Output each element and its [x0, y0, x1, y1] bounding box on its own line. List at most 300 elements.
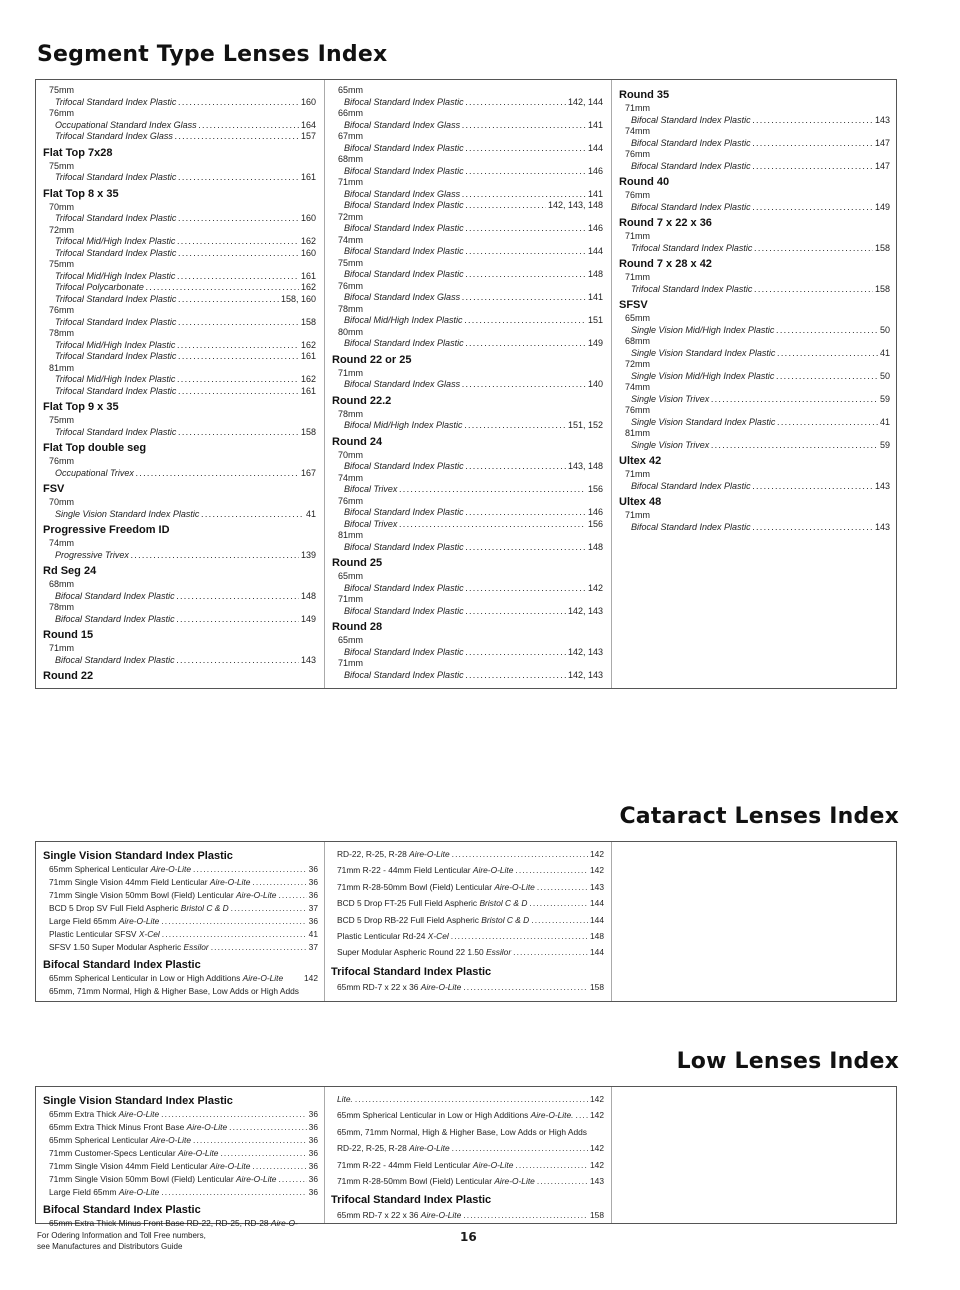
entry-label: Trifocal Mid/High Index Plastic: [55, 236, 176, 246]
index-heading: Ultex 42: [619, 455, 662, 467]
dot-leader: [199, 120, 299, 132]
page-reference: 59: [879, 439, 890, 450]
page-reference: 157: [300, 131, 316, 141]
dot-leader: [178, 351, 299, 363]
entry-label: Trifocal Mid/High Index Plastic: [55, 270, 176, 281]
entry-description: RD-22, R-25, R-28: [337, 849, 410, 859]
dot-leader: [515, 1157, 588, 1173]
page-reference: 59: [879, 393, 890, 404]
page-reference: 143, 148: [567, 461, 603, 471]
page-reference: 36: [308, 877, 318, 887]
dot-leader: [278, 1173, 306, 1186]
dot-leader: [753, 138, 873, 150]
page-reference: 143: [874, 114, 890, 125]
index-entry: [332, 647, 603, 659]
dot-leader: [466, 606, 566, 618]
page-reference: 142: [590, 1159, 604, 1170]
entry-description: 65mm Spherical Lenticular: [49, 864, 151, 874]
brand-name: Bristol C & D: [479, 898, 528, 909]
dot-leader: [178, 172, 299, 184]
page-reference: 41: [879, 416, 890, 427]
index-entry: [331, 912, 604, 928]
entry-description: 65mm Extra Thick Minus Front Base RD-22, RD-25, RD-28: [49, 1218, 271, 1228]
page-reference: 158: [300, 316, 316, 327]
brand-name: Aire-O-Lite: [472, 1159, 514, 1170]
index-entry: [43, 655, 316, 667]
entry-description: 71mm Single Vision 50mm Bowl (Field) Lenticular: [49, 1174, 236, 1184]
brand-name: Aire-O-Lite: [494, 1176, 535, 1187]
entry-label: [49, 1108, 159, 1121]
dot-leader: [777, 417, 878, 429]
entry-label: Trifocal Standard Index Plastic: [55, 351, 177, 361]
dot-leader: [177, 614, 299, 626]
low-index-column-2: [324, 1087, 604, 1223]
index-heading: Bifocal Standard Index Plastic: [43, 1204, 201, 1216]
dot-leader: [178, 97, 299, 109]
entry-label: Single Vision Trivex: [631, 439, 710, 450]
entry-label: Trifocal Mid/High Index Plastic: [55, 374, 176, 384]
page-reference: 161: [300, 172, 316, 182]
ordering-info-line-1: For Odering Information and Toll Free numbers,: [37, 1231, 206, 1240]
page-reference: 149: [587, 338, 603, 348]
dot-leader: [231, 902, 307, 915]
entry-label: Trifocal Standard Index Plastic: [55, 247, 177, 258]
dot-leader: [178, 317, 299, 329]
entry-label: Occupational Trivex: [55, 467, 134, 478]
brand-name: Aire-O-Lite: [118, 916, 160, 926]
dot-leader: [537, 1173, 588, 1189]
cataract-index-box: [35, 841, 897, 1002]
lens-size: 81mm: [625, 428, 651, 438]
index-entry: [619, 115, 890, 127]
dot-leader: [466, 338, 586, 350]
entry-description: 71mm Single Vision 50mm Bowl (Field) Lenticular: [49, 890, 236, 900]
lens-size: 76mm: [49, 456, 75, 466]
entry-label: Trifocal Standard Index Plastic: [55, 172, 177, 182]
dot-leader: [452, 1140, 588, 1156]
page-reference: 142, 143, 148: [547, 200, 603, 210]
lens-size: 66mm: [338, 108, 364, 118]
page-reference: 41: [308, 929, 318, 939]
index-entry: [332, 143, 603, 155]
page-reference: 141: [587, 188, 603, 199]
page-reference: 156: [587, 518, 603, 529]
index-heading: Round 22 or 25: [332, 353, 412, 366]
dot-leader: [776, 325, 878, 337]
index-entry: [43, 972, 318, 985]
page-reference: 158: [874, 242, 890, 253]
lens-size: 71mm: [49, 643, 75, 653]
dot-leader: [146, 282, 299, 294]
page-reference: 160: [300, 213, 316, 223]
lens-size: 72mm: [625, 359, 651, 369]
entry-label: [337, 862, 513, 878]
entry-label: Bifocal Standard Index Plastic: [344, 165, 464, 176]
entry-description: 71mm R-22 - 44mm Field Lenticular: [337, 1159, 473, 1170]
page-reference: 148: [300, 590, 316, 601]
index-heading: SFSV: [619, 299, 648, 311]
brand-name: Aire-O-Lite: [409, 849, 450, 859]
cataract-index-column-3: [611, 842, 891, 1001]
index-entry: [43, 131, 316, 143]
brand-name: Aire-O-Lite: [242, 973, 284, 983]
page-reference: 162: [300, 282, 316, 292]
index-entry: [331, 862, 604, 878]
lens-size: 68mm: [49, 579, 75, 589]
segment-index-column-1: [43, 85, 316, 688]
index-entry: [332, 200, 603, 212]
page-reference: 144: [590, 947, 604, 958]
lens-size: 78mm: [49, 602, 75, 612]
index-heading: Round 22: [43, 670, 94, 682]
entry-description: SFSV 1.50 Super Modular Aspheric: [49, 942, 184, 952]
entry-label: Trifocal Polycarbonate: [55, 282, 144, 292]
brand-name: Essilor: [183, 942, 209, 952]
index-entry: [332, 484, 603, 496]
index-entry: [331, 1140, 604, 1156]
entry-label: Trifocal Standard Index Plastic: [55, 316, 177, 327]
index-entry: [43, 1160, 318, 1173]
dot-leader: [462, 292, 586, 304]
lens-size: 71mm: [625, 231, 651, 241]
entry-label: [337, 1173, 535, 1189]
index-entry: [619, 284, 890, 296]
entry-label: Single Vision Standard Index Plastic: [55, 508, 200, 519]
index-entry: [331, 1173, 604, 1189]
page-reference: 164: [300, 119, 316, 130]
index-entry: [619, 138, 890, 150]
index-entry: [619, 161, 890, 173]
entry-label: Bifocal Standard Index Plastic: [631, 480, 751, 491]
entry-label: Bifocal Standard Index Plastic: [344, 246, 464, 256]
lens-size: 72mm: [338, 211, 364, 222]
page-reference: 160: [300, 96, 316, 107]
dot-leader: [711, 440, 878, 452]
entry-description: Large Field 65mm: [49, 1187, 119, 1197]
dot-leader: [252, 1160, 306, 1173]
index-entry: [331, 1207, 604, 1223]
dot-leader: [753, 481, 873, 493]
index-entry: [619, 202, 890, 214]
dot-leader: [466, 166, 586, 178]
dot-leader: [229, 1121, 307, 1134]
index-entry: [43, 317, 316, 329]
dot-leader: [177, 271, 299, 283]
entry-label: Trifocal Standard Index Plastic: [631, 283, 753, 294]
dot-leader: [466, 200, 546, 212]
page-reference: 149: [300, 613, 316, 624]
entry-description: 65mm, 71mm Normal, High & Higher Base, Low Adds or High Adds: [49, 986, 299, 996]
entry-label: Bifocal Standard Index Plastic: [344, 605, 464, 616]
index-entry: [619, 522, 890, 534]
index-heading: Round 7 x 28 x 42: [619, 258, 712, 270]
entry-label: Progressive Trivex: [55, 549, 129, 560]
lens-size: 67mm: [338, 131, 364, 141]
page-reference: 158: [590, 981, 604, 992]
low-index-column-3: [611, 1087, 891, 1223]
index-heading: Round 28: [332, 621, 383, 633]
page-reference: 146: [587, 223, 603, 233]
page-reference: 36: [308, 1109, 318, 1119]
entry-label: [49, 928, 160, 941]
entry-label: [337, 928, 449, 944]
lens-size: 78mm: [338, 408, 364, 419]
page-reference: 140: [587, 379, 603, 389]
entry-description: 65mm Spherical Lenticular in Low or High Additions: [337, 1110, 531, 1121]
dot-leader: [513, 944, 588, 960]
dot-leader: [466, 223, 586, 235]
dot-leader: [178, 427, 299, 439]
entry-label: [49, 1160, 250, 1173]
dot-leader: [462, 379, 586, 391]
page-reference: 158: [300, 426, 316, 437]
entry-description: 65mm Extra Thick: [49, 1109, 119, 1119]
index-entry: [332, 315, 603, 327]
entry-label: [49, 1134, 191, 1147]
index-entry: [43, 550, 316, 562]
dot-leader: [177, 374, 299, 386]
dot-leader: [278, 889, 306, 902]
entry-label: Trifocal Mid/High Index Plastic: [55, 339, 176, 350]
lens-size: 78mm: [49, 328, 75, 338]
lens-size: 81mm: [338, 530, 364, 540]
index-entry: [43, 1173, 318, 1186]
dot-leader: [161, 1108, 307, 1121]
entry-label: Bifocal Mid/High Index Plastic: [344, 315, 463, 325]
lens-size: 71mm: [338, 594, 364, 604]
lens-size: 76mm: [625, 405, 651, 415]
dot-leader: [193, 863, 307, 876]
lens-size: 74mm: [625, 382, 651, 392]
index-entry: [43, 172, 316, 184]
entry-label: Single Vision Standard Index Plastic: [631, 416, 776, 427]
index-entry: [43, 213, 316, 225]
entry-label: Bifocal Standard Index Plastic: [631, 201, 751, 212]
ordering-info-line-2: see Manufactures and Distributors Guide: [37, 1242, 183, 1251]
index-entry: [332, 223, 603, 235]
index-entry: [331, 1091, 604, 1107]
entry-label: Bifocal Standard Index Glass: [344, 119, 461, 130]
entry-description: BCD 5 Drop RB-22 Full Field Aspheric: [337, 914, 482, 925]
index-entry: [43, 591, 316, 603]
low-index-column-1: [43, 1090, 318, 1228]
index-entry: [619, 371, 890, 383]
entry-label: [49, 1217, 298, 1230]
entry-label: [337, 944, 511, 960]
page-reference: 161: [300, 270, 316, 281]
entry-label: Bifocal Mid/High Index Plastic: [344, 420, 463, 430]
index-entry: [43, 876, 318, 889]
index-entry: [331, 895, 604, 911]
page-reference: 147: [874, 137, 890, 148]
page-reference: 141: [587, 119, 603, 130]
index-entry: [43, 1217, 318, 1230]
entry-description: 65mm Extra Thick Minus Front Base: [49, 1122, 187, 1132]
index-heading: Trifocal Standard Index Plastic: [331, 965, 492, 978]
entry-description: 65mm Spherical Lenticular: [49, 1135, 151, 1145]
entry-label: Bifocal Standard Index Plastic: [631, 160, 751, 171]
page-reference: 36: [308, 1122, 318, 1132]
entry-label: Single Vision Mid/High Index Plastic: [631, 370, 775, 381]
dot-leader: [175, 131, 299, 143]
entry-label: [337, 1107, 573, 1123]
entry-label: [49, 876, 250, 889]
page-reference: 161: [300, 385, 316, 396]
index-entry: [43, 236, 316, 248]
brand-name: Aire-O-Lite: [118, 1187, 160, 1197]
index-entry: [332, 97, 603, 109]
entry-label: Single Vision Standard Index Plastic: [631, 347, 776, 358]
brand-name: Aire-O-Lite: [150, 1135, 191, 1145]
entry-description: 71mm Single Vision 44mm Field Lenticular: [49, 877, 210, 887]
lens-size: 65mm: [338, 635, 364, 645]
dot-leader: [463, 1207, 588, 1223]
lens-size: 75mm: [49, 85, 75, 95]
index-entry: [331, 879, 604, 895]
lens-size: 75mm: [49, 259, 75, 269]
index-entry: [43, 386, 316, 398]
lens-size: 78mm: [338, 303, 364, 314]
index-heading: FSV: [43, 483, 65, 495]
lens-size: 68mm: [625, 336, 651, 346]
entry-label: [337, 1157, 513, 1173]
dot-leader: [252, 876, 306, 889]
index-entry: [332, 519, 603, 531]
lens-size: 71mm: [625, 510, 651, 520]
index-entry: [43, 351, 316, 363]
index-entry: [43, 97, 316, 109]
lens-size: 71mm: [625, 469, 651, 479]
brand-name: Aire-O-Lite: [186, 1122, 228, 1132]
entry-label: [337, 1207, 461, 1223]
index-heading: Round 22.2: [332, 394, 392, 407]
page-reference: 36: [308, 1174, 318, 1184]
dot-leader: [161, 915, 306, 928]
page-reference: 144: [590, 898, 604, 909]
index-entry: [619, 417, 890, 429]
page-reference: 148: [587, 541, 603, 552]
page-reference: 142: [304, 973, 318, 983]
dot-leader: [466, 97, 566, 109]
index-heading: Ultex 48: [619, 496, 662, 508]
index-entry: [331, 928, 604, 944]
dot-leader: [777, 348, 878, 360]
dot-leader: [399, 519, 586, 531]
lens-size: 74mm: [338, 234, 364, 245]
dot-leader: [575, 1107, 588, 1123]
brand-name: Aire-O-Lite: [150, 864, 191, 874]
index-entry: [43, 1108, 318, 1121]
dot-leader: [177, 591, 299, 603]
entry-label: Single Vision Trivex: [631, 393, 710, 404]
page-reference: 36: [308, 864, 318, 874]
entry-description: BCD 5 Drop SV Full Field Aspheric: [49, 903, 181, 913]
dot-leader: [211, 941, 307, 954]
entry-label: [49, 1186, 159, 1199]
ordering-info-note: [37, 1230, 206, 1252]
lens-size: 71mm: [625, 103, 651, 113]
lens-size: 75mm: [49, 415, 75, 425]
page-reference: 142: [587, 582, 603, 593]
index-heading: Round 24: [332, 435, 383, 448]
dot-leader: [462, 120, 586, 132]
dot-leader: [466, 542, 586, 554]
index-entry: [43, 294, 316, 306]
brand-name: Aire-O-Lite: [409, 1143, 450, 1154]
page-reference: 162: [300, 374, 316, 384]
index-entry: [619, 325, 890, 337]
entry-label: Bifocal Standard Index Glass: [344, 379, 461, 389]
page-reference: 158: [590, 1210, 604, 1221]
entry-label: [49, 915, 159, 928]
index-heading: Single Vision Standard Index Plastic: [43, 850, 233, 862]
entry-label: Trifocal Standard Index Plastic: [55, 293, 177, 304]
dot-leader: [537, 879, 588, 895]
dot-leader: [178, 386, 299, 398]
index-entry: [332, 189, 603, 201]
dot-leader: [201, 509, 304, 521]
cataract-index-column-1: [43, 845, 318, 1001]
dot-leader: [462, 189, 586, 201]
page-reference: 37: [308, 942, 318, 952]
entry-label: [337, 1091, 353, 1107]
index-entry: [332, 542, 603, 554]
entry-label: Bifocal Standard Index Plastic: [631, 114, 751, 125]
index-heading: Flat Top 8 x 35: [43, 187, 119, 200]
lens-size: 76mm: [338, 495, 364, 506]
entry-label: Single Vision Mid/High Index Plastic: [631, 324, 775, 335]
entry-description: RD-22, R-25, R-28: [337, 1143, 410, 1154]
brand-name: Aire-O-Lite: [494, 881, 535, 892]
entry-label: Bifocal Standard Index Plastic: [631, 137, 751, 148]
index-entry: [43, 271, 316, 283]
entry-label: [337, 979, 461, 995]
dot-leader: [753, 161, 873, 173]
brand-name: Bristol C & D: [180, 903, 229, 913]
brand-name: Aire-O-Lite.: [530, 1110, 574, 1121]
entry-description: 71mm Single Vision 44mm Field Lenticular: [49, 1161, 210, 1171]
entry-label: Trifocal Standard Index Plastic: [55, 385, 177, 396]
page-reference: 144: [590, 914, 604, 925]
entry-label: Trifocal Standard Index Glass: [55, 131, 173, 141]
entry-label: Bifocal Standard Index Plastic: [344, 200, 464, 210]
entry-description: Plastic Lenticular Rd-24: [337, 931, 428, 942]
lens-size: 76mm: [625, 149, 651, 159]
brand-name: Aire-O-Lite: [420, 981, 462, 992]
entry-label: Bifocal Standard Index Plastic: [344, 669, 464, 680]
index-entry: [43, 282, 316, 294]
lens-size: 71mm: [338, 658, 364, 668]
entry-label: Occupational Standard Index Glass: [55, 119, 197, 130]
lens-size: 75mm: [49, 160, 75, 171]
entry-description: 71mm R-28-50mm Bowl (Field) Lenticular: [337, 1176, 495, 1187]
entry-label: Bifocal Standard Index Plastic: [344, 541, 464, 552]
dot-leader: [753, 202, 873, 214]
dot-leader: [466, 670, 566, 682]
entry-description: 65mm Spherical Lenticular in Low or High Additions: [49, 973, 243, 983]
page-reference: 50: [879, 324, 890, 335]
brand-name: Aire-O-Lite: [235, 890, 277, 900]
dot-leader: [193, 1134, 307, 1147]
page-reference: 148: [590, 931, 604, 942]
page-reference: 41: [305, 508, 316, 519]
page-reference: 36: [308, 890, 318, 900]
dot-leader: [529, 895, 588, 911]
dot-leader: [178, 213, 299, 225]
index-entry: [332, 606, 603, 618]
segment-index-title: Segment Type Lenses Index: [37, 42, 388, 67]
dot-leader: [753, 522, 873, 534]
